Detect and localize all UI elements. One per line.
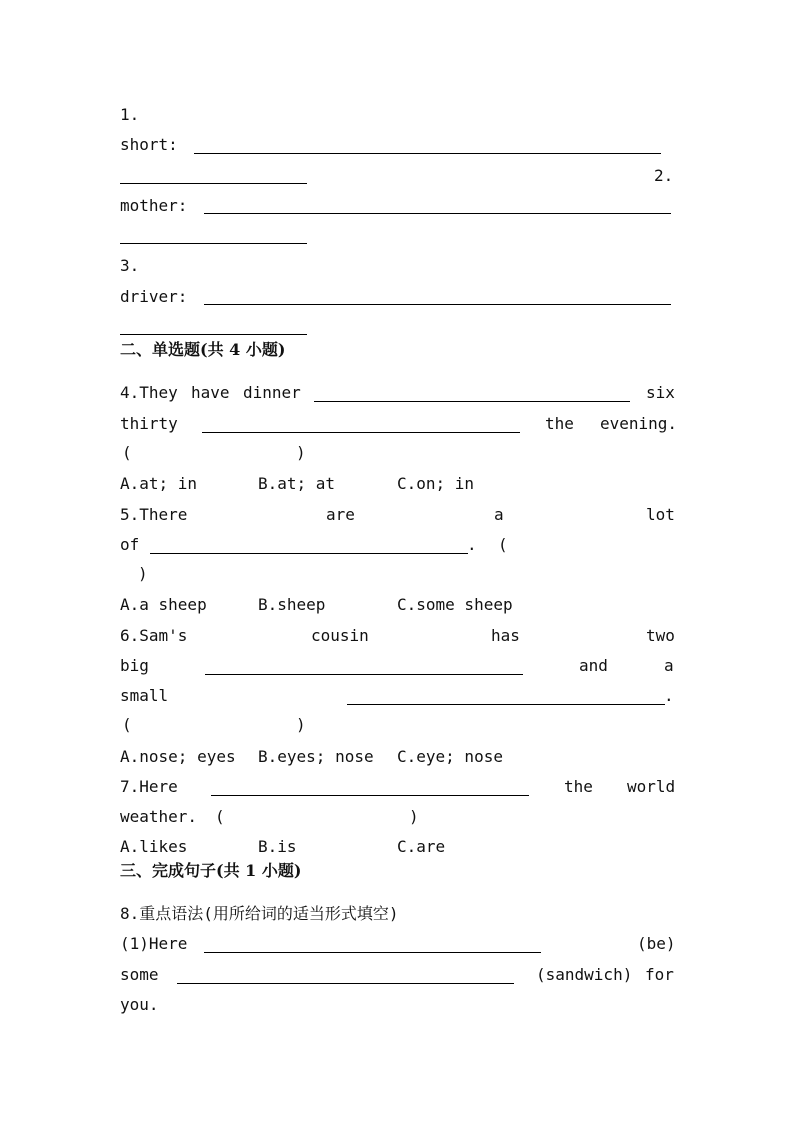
answer-paren-open: ( <box>498 535 508 554</box>
question-text: have <box>191 383 230 402</box>
question-title: 8.重点语法(用所给词的适当形式填空) <box>120 904 399 923</box>
answer-blank[interactable] <box>314 401 630 402</box>
option-a[interactable]: A.a sheep <box>120 595 207 614</box>
question-text: are <box>326 505 355 524</box>
option-a[interactable]: A.likes <box>120 837 188 856</box>
answer-blank[interactable] <box>194 153 661 154</box>
answer-paren-close: ) <box>409 807 419 826</box>
section-heading: 二、单选题(共 4 小题) <box>120 340 286 359</box>
answer-paren-close: ) <box>296 443 306 462</box>
answer-blank[interactable] <box>204 213 671 214</box>
question-text: 4.They <box>120 383 178 402</box>
answer-blank[interactable] <box>120 334 307 335</box>
question-text: and <box>579 656 608 675</box>
vocab-word: short: <box>120 135 178 154</box>
question-text: two <box>646 626 675 645</box>
question-text: cousin <box>311 626 369 645</box>
question-number: 2. <box>654 166 674 185</box>
option-a[interactable]: A.at; in <box>120 474 198 493</box>
question-text: some <box>120 965 159 984</box>
question-text: six <box>646 383 675 402</box>
question-text: a <box>664 656 674 675</box>
question-text: weather. <box>120 807 198 826</box>
question-text: . <box>664 686 674 705</box>
question-text: lot <box>646 505 675 524</box>
answer-paren-open: ( <box>122 715 132 734</box>
vocab-word: driver: <box>120 287 188 306</box>
option-c[interactable]: C.eye; nose <box>397 747 503 766</box>
question-text: a <box>494 505 504 524</box>
option-c[interactable]: C.on; in <box>397 474 475 493</box>
question-text: for <box>645 965 674 984</box>
answer-blank[interactable] <box>204 952 541 953</box>
question-text: the <box>564 777 593 796</box>
answer-blank[interactable] <box>150 553 468 554</box>
question-text: dinner <box>243 383 301 402</box>
answer-paren-close: ) <box>296 715 306 734</box>
question-number: 1. <box>120 105 140 124</box>
question-text: of <box>120 535 140 554</box>
answer-blank[interactable] <box>204 304 671 305</box>
answer-blank[interactable] <box>211 795 529 796</box>
question-text: has <box>491 626 520 645</box>
answer-blank[interactable] <box>177 983 514 984</box>
question-text: (be) <box>637 934 676 953</box>
question-text: the <box>545 414 574 433</box>
question-text: (1)Here <box>120 934 188 953</box>
question-text: 5.There <box>120 505 188 524</box>
option-a[interactable]: A.nose; eyes <box>120 747 236 766</box>
question-text: 7.Here <box>120 777 178 796</box>
question-text: (sandwich) <box>536 965 633 984</box>
question-text: small <box>120 686 169 705</box>
question-text: world <box>627 777 676 796</box>
option-b[interactable]: B.at; at <box>258 474 336 493</box>
answer-blank[interactable] <box>120 183 307 184</box>
question-text: big <box>120 656 149 675</box>
section-heading: 三、完成句子(共 1 小题) <box>120 861 302 880</box>
answer-paren-open: ( <box>122 443 132 462</box>
answer-paren-close: ) <box>138 564 148 583</box>
question-number: 3. <box>120 256 140 275</box>
question-text: you. <box>120 995 159 1014</box>
question-text: evening. <box>600 414 678 433</box>
vocab-word: mother: <box>120 196 188 215</box>
option-c[interactable]: C.are <box>397 837 446 856</box>
answer-blank[interactable] <box>202 432 520 433</box>
answer-blank[interactable] <box>347 704 665 705</box>
option-b[interactable]: B.is <box>258 837 297 856</box>
answer-blank[interactable] <box>205 674 523 675</box>
question-text: thirty <box>120 414 178 433</box>
answer-blank[interactable] <box>120 243 307 244</box>
question-text: . <box>467 535 477 554</box>
option-c[interactable]: C.some sheep <box>397 595 513 614</box>
question-text: 6.Sam's <box>120 626 188 645</box>
option-b[interactable]: B.sheep <box>258 595 326 614</box>
answer-paren-open: ( <box>215 807 225 826</box>
option-b[interactable]: B.eyes; nose <box>258 747 374 766</box>
